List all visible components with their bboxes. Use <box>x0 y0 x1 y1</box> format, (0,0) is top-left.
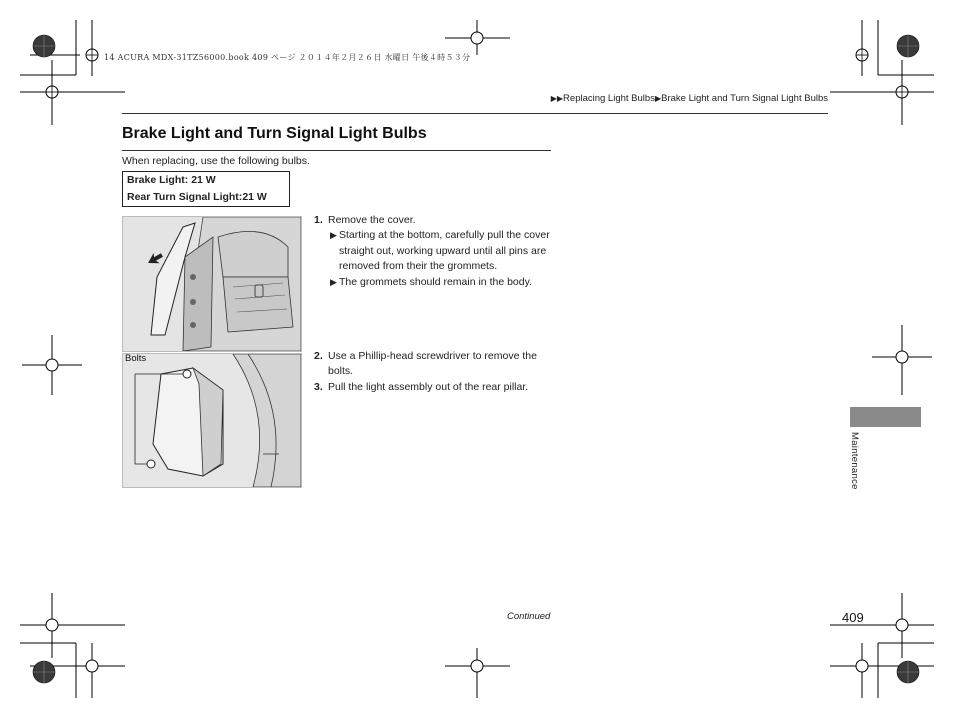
page-number: 409 <box>842 610 864 625</box>
steps-group-2 <box>314 349 552 395</box>
title-underline <box>122 150 551 151</box>
note-arrow-icon: ▶ <box>330 276 337 287</box>
step-3 <box>314 380 552 395</box>
intro-text: When replacing, use the following bulbs. <box>122 155 310 167</box>
step-number: 2. <box>314 350 323 362</box>
step-number: 1. <box>314 214 323 226</box>
breadcrumb-arrow-icon: ▶▶ <box>550 94 564 103</box>
step-text: Remove the cover. <box>328 214 416 226</box>
bulb-spec-value: 21 W <box>242 191 267 203</box>
section-tab-label[interactable]: Maintenance <box>849 432 860 490</box>
breadcrumb-item-replacing-bulbs[interactable]: Replacing Light Bulbs <box>563 93 655 104</box>
step-1-note <box>314 228 552 274</box>
bulb-spec-row <box>123 172 289 189</box>
bolts-figure <box>122 353 302 488</box>
note-text: Starting at the bottom, carefully pull the cover straight out, working upward until all pins are removed from their the grommets. <box>339 229 550 273</box>
bolts-callout-label: Bolts <box>125 353 147 364</box>
step-1-note <box>314 275 552 290</box>
continued-note: Continued <box>507 611 551 622</box>
breadcrumb-separator-icon: ▶ <box>654 94 662 103</box>
breadcrumb-item-current: Brake Light and Turn Signal Light Bulbs <box>661 93 828 104</box>
note-text: The grommets should remain in the body. <box>339 275 532 288</box>
steps-group-1 <box>314 213 552 290</box>
header-rule <box>122 113 828 114</box>
print-header: 14 ACURA MDX-31TZ56000.book 409 ページ ２０１４年２月２６日 水曜日 午後４時５３分 <box>104 53 471 62</box>
step-2 <box>314 349 552 380</box>
bulb-spec-label: Rear Turn Signal Light: <box>127 191 243 203</box>
step-1 <box>314 213 552 228</box>
step-text: Use a Phillip-head screwdriver to remove the bolts. <box>328 350 537 378</box>
step-number: 3. <box>314 380 323 393</box>
page-title: Brake Light and Turn Signal Light Bulbs <box>122 125 427 142</box>
bulb-spec-label: Brake Light: <box>127 174 189 186</box>
section-tab[interactable] <box>850 407 921 427</box>
bulb-spec-table <box>122 171 290 207</box>
bulb-spec-row <box>123 189 289 206</box>
breadcrumb <box>551 93 828 104</box>
bulb-spec-value: 21 W <box>191 174 216 186</box>
note-arrow-icon: ▶ <box>330 230 337 241</box>
cover-removal-figure <box>122 216 302 352</box>
step-text: Pull the light assembly out of the rear pillar. <box>328 380 529 393</box>
